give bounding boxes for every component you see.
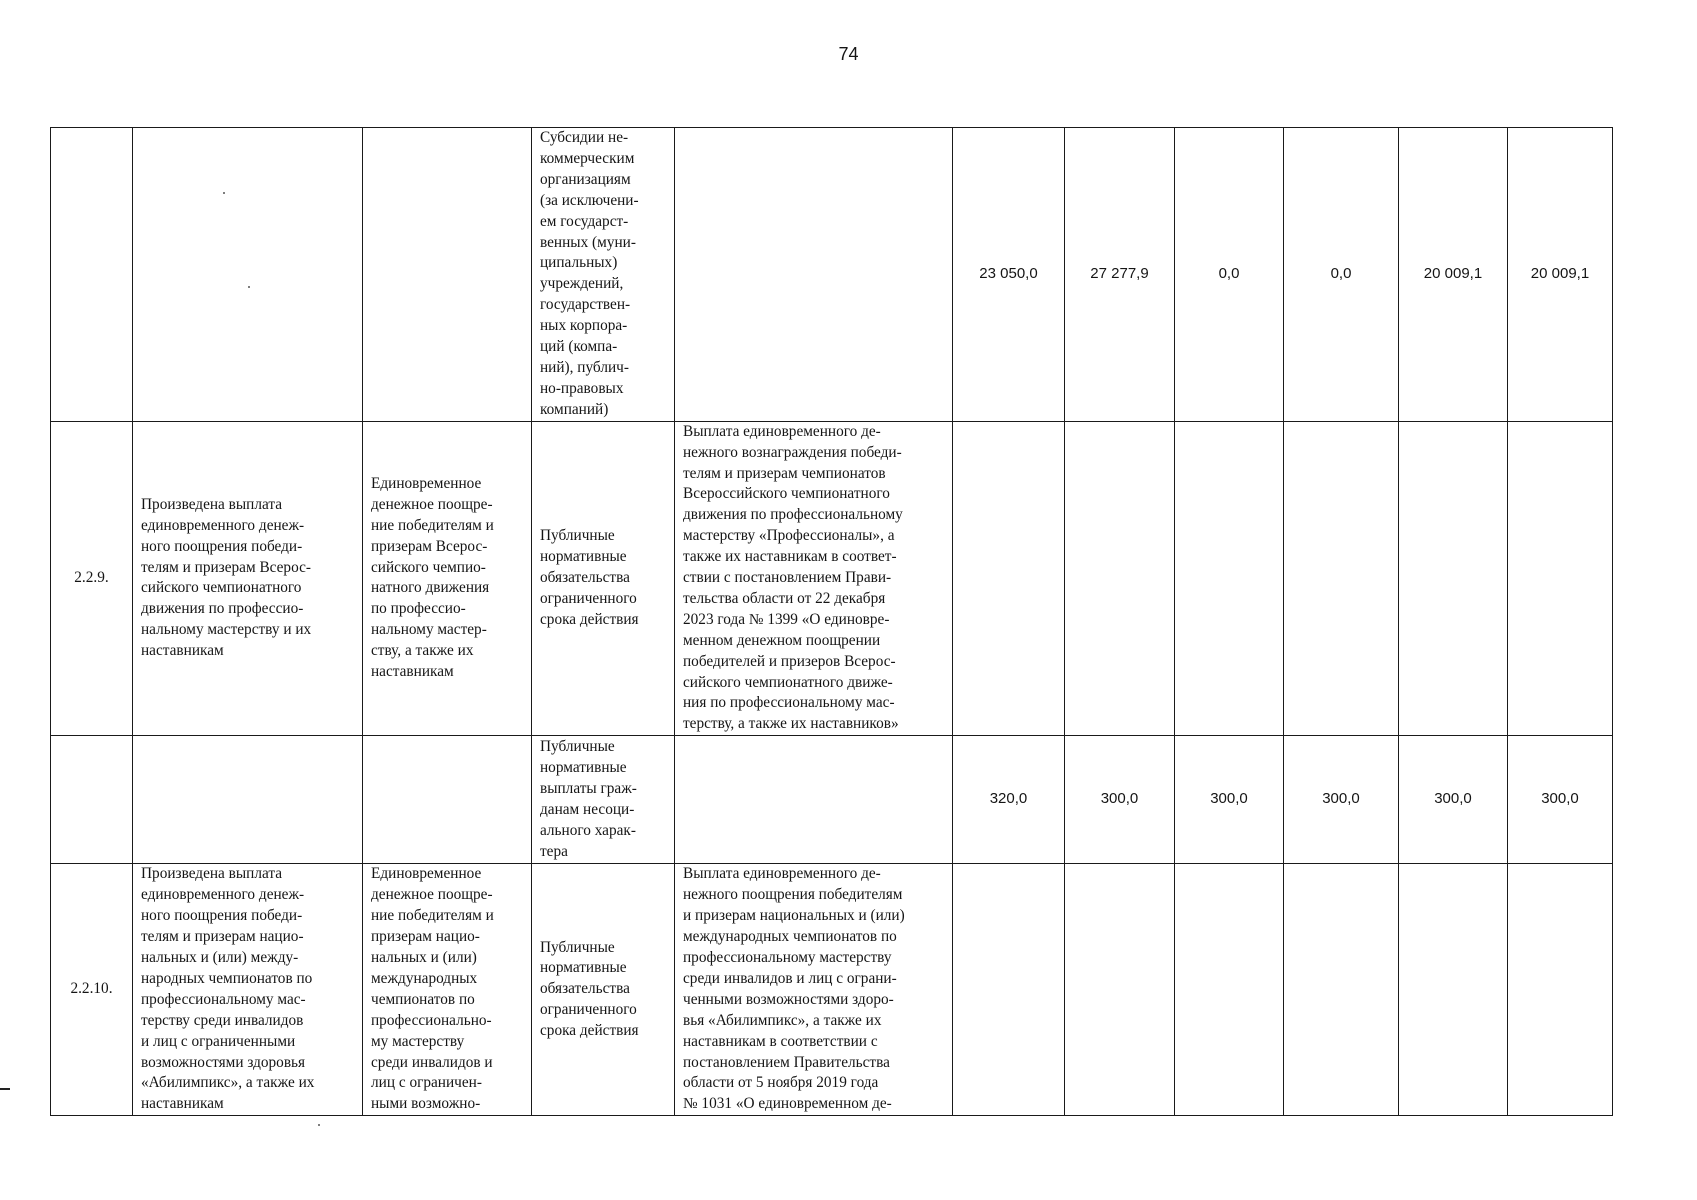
result-cell: Произведена выплата единовременного денеж- ного поощрения победи- телям и призерам нацио- нальных и (или) между- народных чемпионатов по профессиональному мас- терству среди инвалидов и лиц с ограниченными возможностями здоровья «Абилимпикс», а также их наставникам — [133, 864, 363, 1116]
value-cell: 300,0 — [1065, 736, 1175, 864]
value-cell — [1065, 421, 1175, 736]
value-cell: 300,0 — [1399, 736, 1508, 864]
scan-speck — [223, 192, 225, 194]
legal-basis-cell — [675, 128, 953, 422]
row-number-cell — [51, 128, 133, 422]
table-row — [51, 736, 1613, 864]
value-cell: 320,0 — [953, 736, 1065, 864]
value-cell: 27 277,9 — [1065, 128, 1175, 422]
value-cell — [953, 864, 1065, 1116]
event-cell — [363, 128, 532, 422]
result-cell — [133, 736, 363, 864]
result-cell: Произведена выплата единовременного денеж- ного поощрения победи- телям и призерам Всерос- сийского чемпионатного движения по профессио- нальному мастерству и их наставникам — [133, 421, 363, 736]
legal-basis-cell: Выплата единовременного де- нежного поощрения победителям и призерам национальных и (или) международных чемпионатов по профессиональному мастерству среди инвалидов и лиц с ограни- ченными возможностями здоро- вья «Абилимпикс», а также их наставникам в соответствии с постановлением Правительства области от 5 ноября 2019 года № 1031 «О единовременном де- — [675, 864, 953, 1116]
value-cell: 0,0 — [1175, 128, 1284, 422]
value-cell: 0,0 — [1284, 128, 1399, 422]
event-cell — [363, 736, 532, 864]
result-cell — [133, 128, 363, 422]
value-cell — [1399, 864, 1508, 1116]
scan-speck — [318, 1124, 320, 1126]
value-cell: 23 050,0 — [953, 128, 1065, 422]
value-cell — [1065, 864, 1175, 1116]
event-cell: Единовременное денежное поощре- ние победителям и призерам нацио- нальных и (или) международных чемпионатов по профессионально- му мастерству среди инвалидов и лиц с ограничен- ными возможно- — [363, 864, 532, 1116]
page-number: 74 — [838, 44, 859, 64]
value-cell — [1508, 421, 1613, 736]
table-row — [51, 128, 1613, 422]
value-cell — [953, 421, 1065, 736]
budget-table — [50, 127, 1613, 1116]
scan-speck — [248, 286, 250, 288]
value-cell — [1284, 421, 1399, 736]
legal-basis-cell: Выплата единовременного де- нежного вознаграждения победи- телям и призерам чемпионатов Всероссийского чемпионатного движения по профессиональному мастерству «Профессионалы», а также их наставникам в соответ- ствии с постановлением Прави- тельства области от 22 декабря 2023 года № 1399 «О единовре- менном денежном поощрении победителей и призеров Всерос- сийского чемпионатного движе- ния по профессиональному мас- терству, а также их наставников» — [675, 421, 953, 736]
value-cell — [1175, 864, 1284, 1116]
value-cell — [1399, 421, 1508, 736]
event-cell: Единовременное денежное поощре- ние победителям и призерам Всерос- сийского чемпио- натного движения по профессио- нальному мастер- ству, а также их наставникам — [363, 421, 532, 736]
row-number-cell: 2.2.9. — [51, 421, 133, 736]
value-cell: 300,0 — [1284, 736, 1399, 864]
legal-basis-cell — [675, 736, 953, 864]
table-row — [51, 421, 1613, 736]
expense-type-cell: Публичные нормативные выплаты граж- данам несоци- ального харак- тера — [532, 736, 675, 864]
value-cell — [1284, 864, 1399, 1116]
table-row — [51, 864, 1613, 1116]
scan-margin-mark — [0, 1088, 10, 1090]
value-cell: 300,0 — [1508, 736, 1613, 864]
expense-type-cell: Субсидии не- коммерческим организациям (за исключени- ем государст- венных (муни- ципальных) учреждений, государствен- ных корпора- ций (компа- ний), публич- но-правовых компаний) — [532, 128, 675, 422]
expense-type-cell: Публичные нормативные обязательства ограниченного срока действия — [532, 864, 675, 1116]
value-cell: 20 009,1 — [1399, 128, 1508, 422]
value-cell — [1175, 421, 1284, 736]
value-cell: 20 009,1 — [1508, 128, 1613, 422]
value-cell — [1508, 864, 1613, 1116]
row-number-cell: 2.2.10. — [51, 864, 133, 1116]
expense-type-cell: Публичные нормативные обязательства ограниченного срока действия — [532, 421, 675, 736]
value-cell: 300,0 — [1175, 736, 1284, 864]
row-number-cell — [51, 736, 133, 864]
